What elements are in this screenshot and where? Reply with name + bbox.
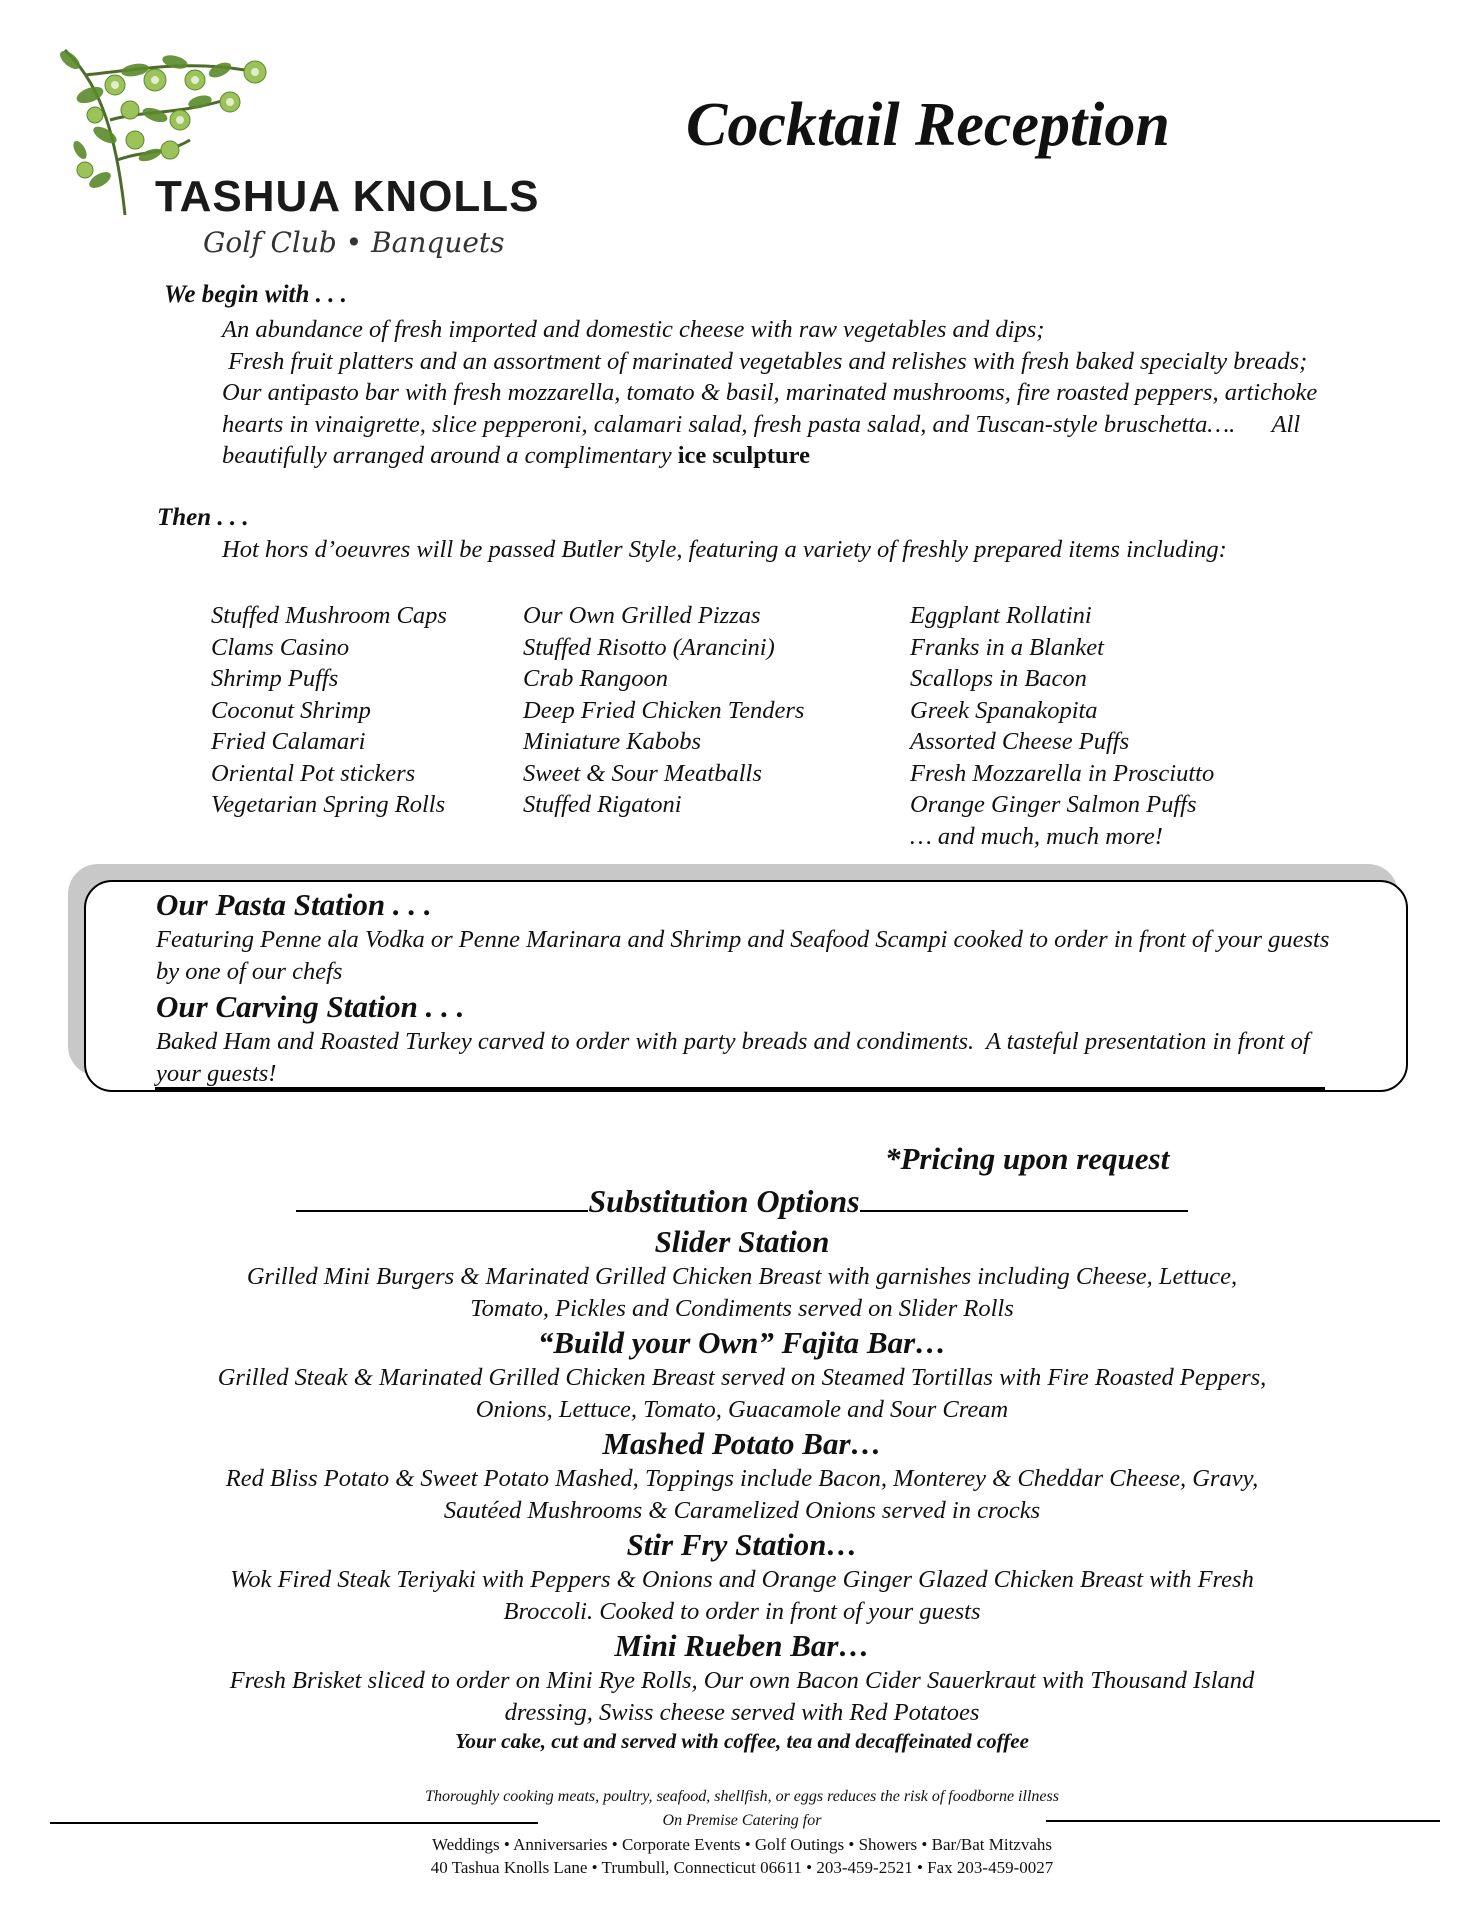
event-types: Weddings • Anniversaries • Corporate Events • Golf Outings • Showers • Bar/Bat Mitzvahs: [432, 1835, 1052, 1854]
list-item: Fried Calamari: [211, 728, 366, 755]
hors-doeuvres-column-2: [523, 600, 804, 821]
list-item: Sweet & Sour Meatballs: [523, 759, 762, 787]
logo-subtitle: Golf Club • Banquets: [203, 226, 505, 259]
intro-item: An abundance of fresh imported and domestic cheese with raw vegetables and dips;: [222, 316, 1045, 343]
list-item: Our Own Grilled Pizzas: [523, 602, 761, 629]
logo: [55, 40, 545, 265]
carving-station-heading: Our Carving Station . . .: [156, 989, 465, 1024]
divider: [860, 1188, 1188, 1212]
list-item: Fresh Mozzarella in Prosciutto: [910, 759, 1215, 787]
contact-address: 40 Tashua Knolls Lane • Trumbull, Connecticut 06611 • 203-459-2521 • Fax 203-459-0027: [430, 1858, 1054, 1877]
hors-doeuvres-column-1: [211, 600, 447, 821]
then-heading: Then . . .: [157, 504, 249, 531]
cake-note: Your cake, cut and served with coffee, tea and decaffeinated coffee: [455, 1729, 1029, 1753]
list-item: Vegetarian Spring Rolls: [211, 791, 446, 818]
logo-name: TASHUA KNOLLS: [155, 172, 540, 221]
pricing-note: *Pricing upon request: [885, 1141, 1170, 1176]
list-item: Franks in a Blanket: [910, 633, 1104, 661]
slider-station-text: Grilled Mini Burgers & Marinated Grilled Chicken Breast with garnishes including Cheese, Lettuce, Tomato, Pickles and Condiments served on Slider Rolls: [246, 1263, 1238, 1322]
list-item: Stuffed Mushroom Caps: [211, 602, 447, 629]
list-item: Assorted Cheese Puffs: [910, 728, 1130, 755]
food-safety-warning: Thoroughly cooking meats, poultry, seafood, shellfish, or eggs reduces the risk of foodborne illness: [425, 1788, 1059, 1805]
list-item: Orange Ginger Salmon Puffs: [910, 791, 1197, 818]
list-item: Coconut Shrimp: [211, 696, 371, 724]
stir-fry-station-heading: Stir Fry Station…: [626, 1527, 858, 1562]
carving-station-text: Baked Ham and Roasted Turkey carved to order with party breads and condiments. A tasteful presentation in front of your guests!: [156, 1028, 1316, 1087]
list-item: Stuffed Risotto (Arancini): [523, 633, 775, 661]
list-item: Oriental Pot stickers: [211, 759, 416, 787]
intro-item: Our antipasto bar with fresh mozzarella, tomato & basil, marinated mushrooms, fire roasted peppers, artichoke hearts in vinaigrette, slice pepperoni, calamari salad, fresh pasta salad, and Tuscan-style bruschetta…. All beautifully arranged around a complimentary ice sculpture: [222, 379, 1324, 469]
list-item: Miniature Kabobs: [523, 728, 702, 755]
substitution-heading-text: Substitution Options: [588, 1183, 860, 1219]
pasta-station-text: Featuring Penne ala Vodka or Penne Marinara and Shrimp and Seafood Scampi cooked to order in front of your guests by one of our chefs: [156, 926, 1330, 985]
fajita-bar-heading: “Build your Own” Fajita Bar…: [537, 1325, 947, 1360]
page-title: Cocktail Reception: [686, 91, 1170, 159]
slider-station-heading: Slider Station: [654, 1224, 830, 1259]
intro-heading: We begin with . . .: [164, 281, 347, 308]
hors-doeuvres-column-3: [910, 600, 1214, 852]
intro-list: [222, 314, 1342, 472]
list-item: Scallops in Bacon: [910, 665, 1087, 692]
rueben-bar-text: Fresh Brisket sliced to order on Mini Rye Rolls, Our own Bacon Cider Sauerkraut with Thousand Island dressing, Swiss cheese served with Red Potatoes: [229, 1667, 1255, 1726]
list-item: Clams Casino: [211, 633, 350, 661]
stir-fry-station-text: Wok Fired Steak Teriyaki with Peppers & Onions and Orange Ginger Glazed Chicken Breast with Fresh Broccoli. Cooked to order in front of your guests: [230, 1566, 1254, 1625]
list-item: Stuffed Rigatoni: [523, 791, 682, 818]
list-item: Greek Spanakopita: [910, 696, 1098, 724]
mashed-potato-bar-heading: Mashed Potato Bar…: [602, 1426, 882, 1461]
list-item: Eggplant Rollatini: [910, 602, 1092, 629]
list-item: … and much, much more!: [910, 822, 1163, 850]
mashed-potato-bar-text: Red Bliss Potato & Sweet Potato Mashed, Toppings include Bacon, Monterey & Cheddar Cheese, Gravy, Sautéed Mushrooms & Caramelized Onions served in crocks: [225, 1465, 1259, 1524]
intro-item: Fresh fruit platters and an assortment of marinated vegetables and relishes with fresh baked specialty breads;: [228, 347, 1308, 375]
then-text: Hot hors d’oeuvres will be passed Butler Style, featuring a variety of freshly prepared items including:: [222, 536, 1227, 563]
divider: [296, 1188, 588, 1212]
substitution-heading: [100, 1183, 1384, 1220]
list-item: Shrimp Puffs: [211, 665, 339, 692]
ice-sculpture-emphasis: ice sculpture: [677, 442, 810, 469]
pasta-station-heading: Our Pasta Station . . .: [156, 887, 432, 922]
list-item: Deep Fried Chicken Tenders: [523, 696, 805, 724]
list-item: Crab Rangoon: [523, 665, 668, 692]
fajita-bar-text: Grilled Steak & Marinated Grilled Chicken Breast served on Steamed Tortillas with Fire Roasted Peppers, Onions, Lettuce, Tomato, Guacamole and Sour Cream: [217, 1364, 1267, 1423]
on-premise-catering: On Premise Catering for: [662, 1812, 822, 1829]
rueben-bar-heading: Mini Rueben Bar…: [614, 1628, 870, 1663]
